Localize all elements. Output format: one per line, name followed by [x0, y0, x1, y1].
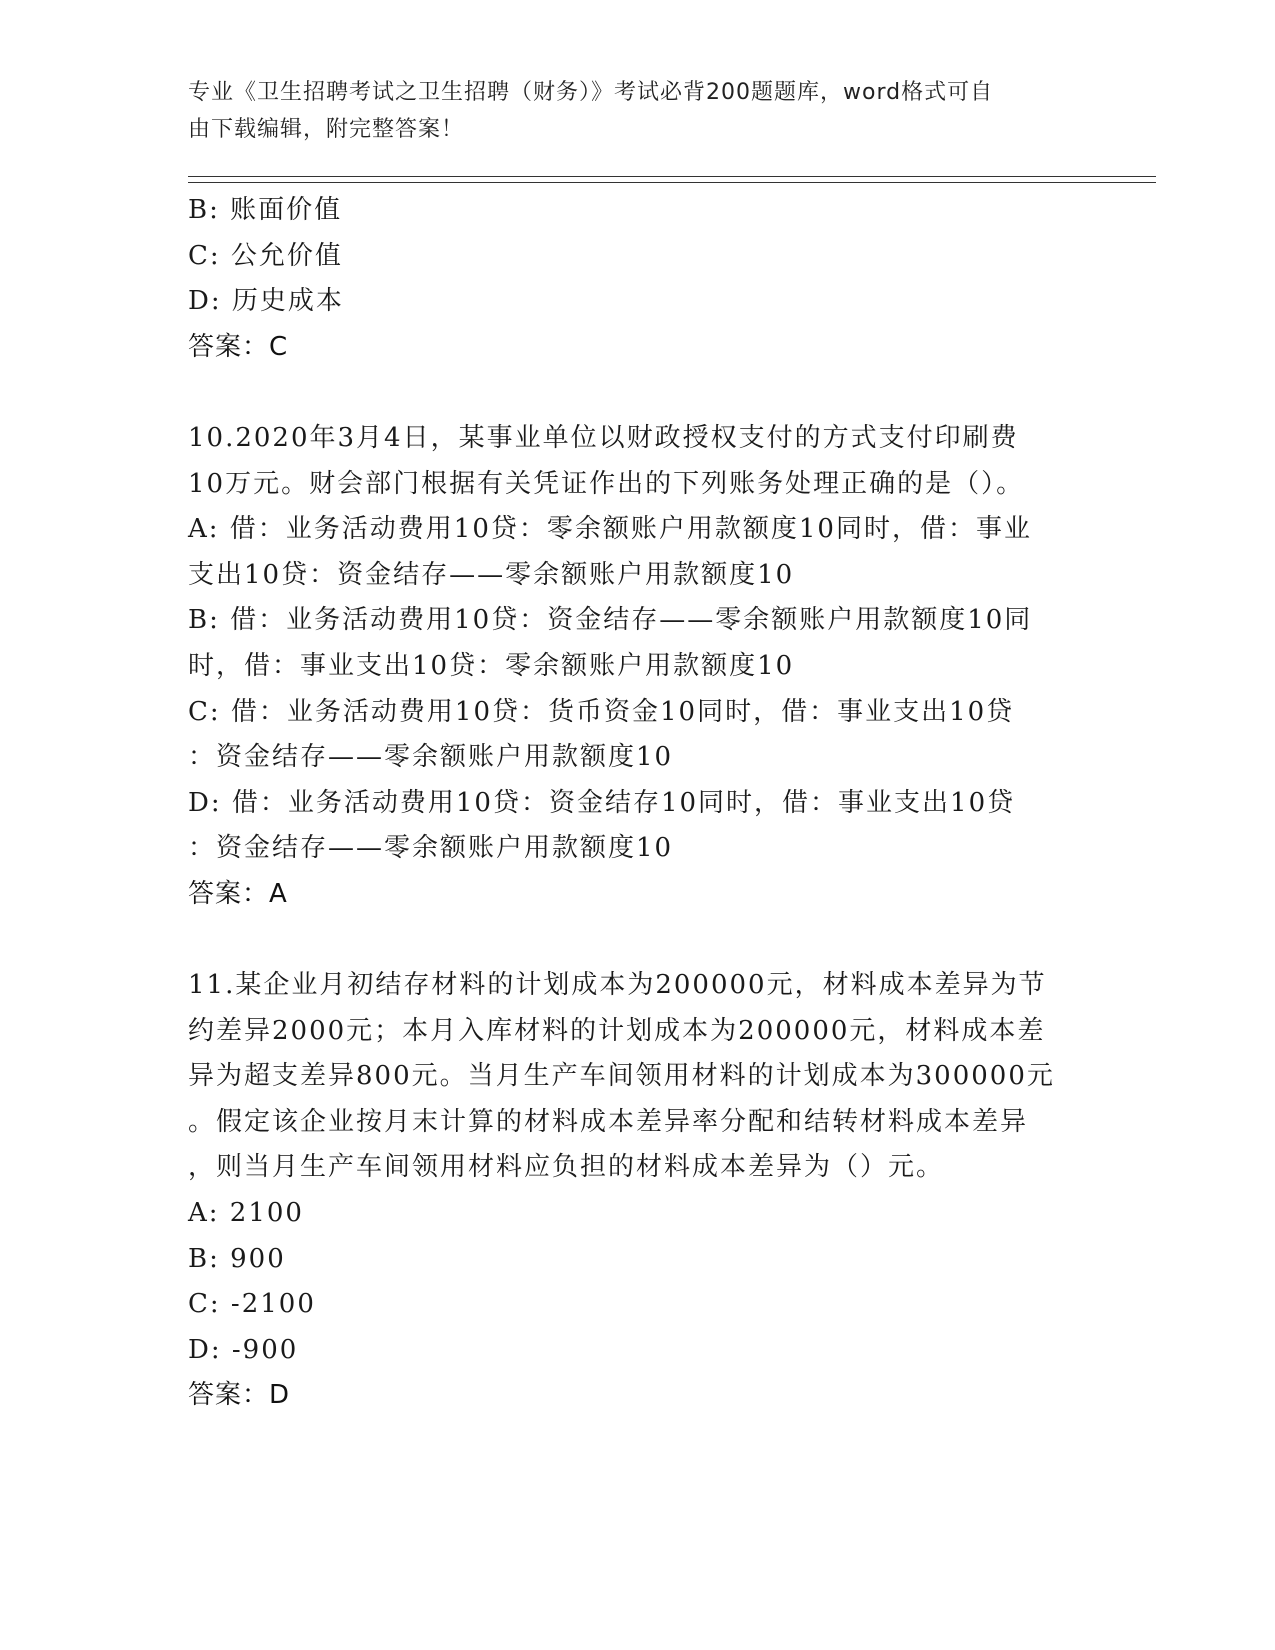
q11-stem-line-3: 异为超支差异800元。当月生产车间领用材料的计划成本为300000元 [188, 1061, 1055, 1092]
header-divider-top [188, 176, 1156, 177]
question-9-options [188, 188, 1088, 370]
q11-stem-line-4: 。假定该企业按月末计算的材料成本差异率分配和结转材料成本差异 [188, 1106, 1029, 1137]
q9-option-b: B: 账面价值 [188, 195, 343, 225]
q10-option-d-line-2: ：资金结存——零余额账户用款额度10 [188, 833, 674, 864]
q10-stem-line-2: 10万元。财会部门根据有关凭证作出的下列账务处理正确的是（）。 [188, 468, 1025, 499]
q10-option-a-line-1: A: 借：业务活动费用10贷：零余额账户用款额度10同时，借：事业 [188, 514, 1032, 545]
q11-stem-line-5: ，则当月生产车间领用材料应负担的材料成本差异为（）元。 [188, 1152, 945, 1183]
q10-option-b-line-2: 时，借：事业支出10贷：零余额账户用款额度10 [188, 650, 795, 681]
q11-option-a: A: 2100 [188, 1198, 304, 1229]
q11-option-c: C: -2100 [188, 1289, 316, 1320]
spacer [188, 370, 1088, 416]
q11-stem-line-1: 11.某企业月初结存材料的计划成本为200000元，材料成本差异为节 [188, 970, 1047, 1001]
header-line-2: 由下载编辑，附完整答案！ [188, 117, 465, 142]
spacer [188, 918, 1088, 964]
q11-stem-line-2: 约差异2000元；本月入库材料的计划成本为200000元，材料成本差 [188, 1015, 1046, 1046]
q10-option-b-line-1: B: 借：业务活动费用10贷：资金结存——零余额账户用款额度10同 [188, 605, 1033, 636]
q10-option-c-line-2: ：资金结存——零余额账户用款额度10 [188, 742, 674, 773]
q10-answer: 答案：A [188, 878, 288, 909]
header-line-1: 专业《卫生招聘考试之卫生招聘（财务）》考试必背200题题库，word格式可自 [188, 80, 994, 105]
q10-option-c-line-1: C: 借：业务活动费用10贷：货币资金10同时，借：事业支出10贷 [188, 696, 1015, 727]
q11-option-b: B: 900 [188, 1243, 286, 1274]
q11-option-d: D: -900 [188, 1334, 299, 1365]
document-header [188, 74, 1068, 148]
question-10 [188, 416, 1088, 918]
q10-stem-line-1: 10.2020年3月4日，某事业单位以财政授权支付的方式支付印刷费 [188, 422, 1019, 453]
document-body [188, 188, 1088, 1419]
q9-answer: 答案：C [188, 331, 289, 362]
q9-option-c: C: 公允价值 [188, 240, 343, 271]
q11-answer: 答案：D [188, 1380, 291, 1411]
q10-option-a-line-2: 支出10贷：资金结存——零余额账户用款额度10 [188, 559, 795, 590]
question-11 [188, 963, 1088, 1419]
header-divider-bottom [188, 182, 1156, 183]
q10-option-d-line-1: D: 借：业务活动费用10贷：资金结存10同时，借：事业支出10贷 [188, 787, 1016, 818]
q9-option-d: D: 历史成本 [188, 286, 344, 317]
